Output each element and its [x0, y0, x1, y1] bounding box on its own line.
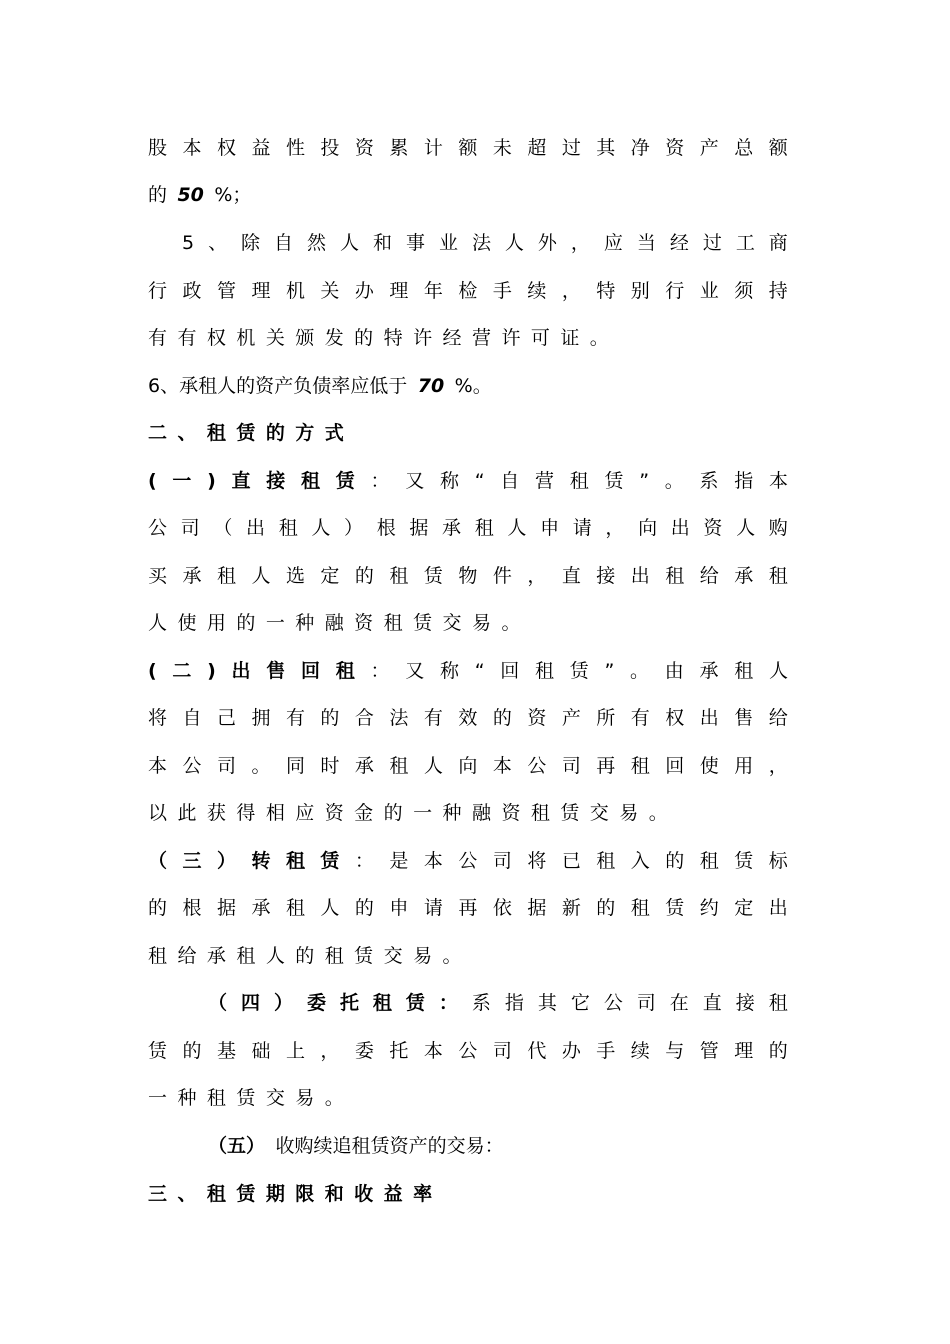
text-line: 赁 的 基 础 上 ， 委 托 本 公 司 代 办 手 续 与 管 理 的 [148, 1040, 788, 1062]
percentage-value: 50 [177, 184, 204, 206]
percentage-value: 70 [417, 375, 445, 397]
text-line: （ 三 ） 转 租 赁 ： 是 本 公 司 将 已 租 入 的 租 赁 标 [148, 850, 788, 872]
text-line: 有 有 权 机 关 颁 发 的 特 许 经 营 许 可 证 。 [148, 327, 609, 349]
text-line: ( 一 ) 直 接 租 赁 ： 又 称 “ 自 营 租 赁 ” 。 系 指 本 [148, 470, 788, 492]
section-heading: 二 、 租 赁 的 方 式 [148, 422, 344, 444]
text-line: 买 承 租 人 选 定 的 租 赁 物 件 ， 直 接 出 租 给 承 租 [148, 565, 788, 587]
text-line: 以 此 获 得 相 应 资 金 的 一 种 融 资 租 赁 交 易 。 [148, 802, 668, 824]
text-line: 租 给 承 租 人 的 租 赁 交 易 。 [148, 945, 462, 967]
text-line: 6、承租人的资产负债率应低于 70 %。 [148, 375, 492, 397]
text-line: 行 政 管 理 机 关 办 理 年 检 手 续 ， 特 别 行 业 须 持 [148, 280, 788, 302]
text-line: 股 本 权 益 性 投 资 累 计 额 未 超 过 其 净 资 产 总 额 [148, 137, 788, 159]
text-line: 的 根 据 承 租 人 的 申 请 再 依 据 新 的 租 赁 约 定 出 [148, 897, 788, 919]
section-heading: 三 、 租 赁 期 限 和 收 益 率 [148, 1183, 433, 1205]
text-line: 5 、 除 自 然 人 和 事 业 法 人 外 ， 应 当 经 过 工 商 [182, 232, 788, 254]
text-line: （ 四 ） 委 托 租 赁 ： 系 指 其 它 公 司 在 直 接 租 [208, 992, 788, 1014]
text-line: 一 种 租 赁 交 易 。 [148, 1087, 344, 1109]
text-line: 人 使 用 的 一 种 融 资 租 赁 交 易 。 [148, 612, 521, 634]
text-line: 将 自 己 拥 有 的 合 法 有 效 的 资 产 所 有 权 出 售 给 [148, 707, 788, 729]
text-line: 公 司 （ 出 租 人 ） 根 据 承 租 人 申 请 ， 向 出 资 人 购 [148, 517, 788, 539]
text-line: 本 公 司 。 同 时 承 租 人 向 本 公 司 再 租 回 使 用 ， [148, 755, 788, 777]
text-line: ( 二 ) 出 售 回 租 ： 又 称 “ 回 租 赁 ” 。 由 承 租 人 [148, 660, 788, 682]
text-line: 的 50 %； [148, 184, 252, 206]
text-line: （五） 收购续追租赁资产的交易： [208, 1135, 504, 1157]
